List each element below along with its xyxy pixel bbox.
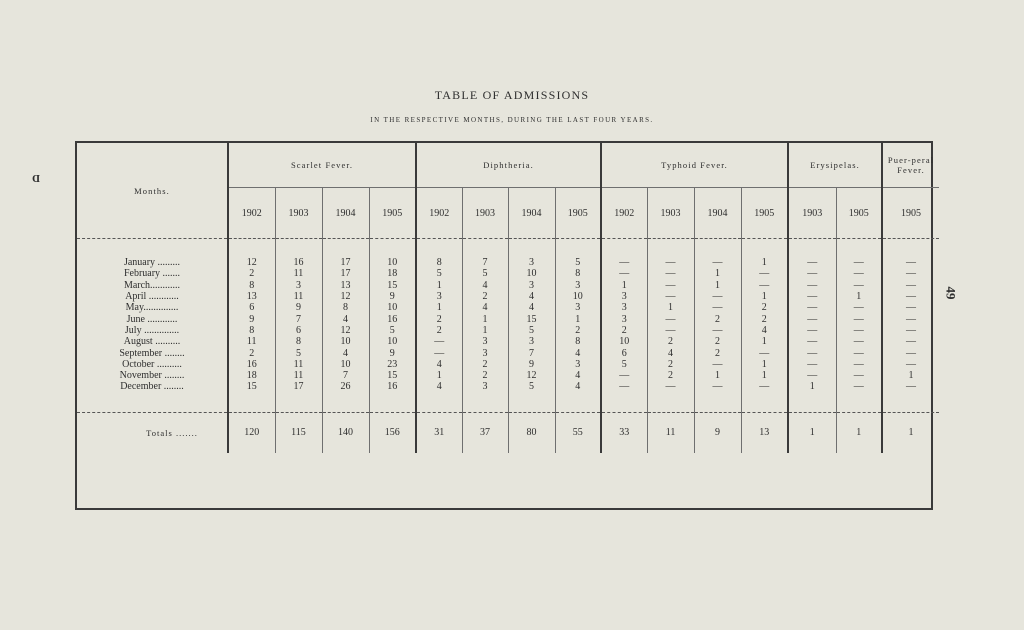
table-cell: — [694,302,741,313]
table-cell: 2 [694,313,741,324]
table-cell: 3 [555,280,601,291]
table-cell: 7 [508,347,555,358]
table-cell: 4 [322,313,369,324]
table-cell: 2 [647,370,694,381]
table-cell: — [882,359,939,370]
table-cell: — [882,280,939,291]
table-cell: — [647,381,694,392]
table-cell: 6 [275,325,322,336]
year-header: 1905 [882,188,939,239]
margin-signature-mark: D [32,172,40,184]
table-cell: — [416,347,462,358]
table-cell: 2 [228,347,275,358]
table-cell: — [694,291,741,302]
table-cell: 1 [694,370,741,381]
table-cell: — [788,370,836,381]
table-cell: 16 [228,359,275,370]
table-cell: 2 [416,313,462,324]
table-cell: 1 [882,370,939,381]
table-cell: — [647,280,694,291]
table-cell: 1 [741,336,788,347]
totals-label: Totals ....... [146,427,198,438]
month-label: September ........ [119,347,185,359]
table-cell: — [836,359,882,370]
table-cell: 5 [508,381,555,392]
year-header: 1903 [462,188,508,239]
table-cell: 1 [694,280,741,291]
table-cell: 3 [601,313,647,324]
table-cell: 18 [228,370,275,381]
totals-cell: 31 [416,412,462,453]
table-cell: 5 [462,268,508,279]
table-row [77,302,939,313]
totals-cell: 140 [322,412,369,453]
year-header: 1905 [555,188,601,239]
table-cell: 7 [275,313,322,324]
table-cell: 1 [788,381,836,392]
year-header: 1903 [788,188,836,239]
table-cell: — [788,325,836,336]
table-row [77,313,939,324]
table-cell: 15 [369,370,416,381]
table-cell: — [741,280,788,291]
table-cell: — [741,347,788,358]
table-cell: 16 [369,313,416,324]
table-cell: 17 [275,381,322,392]
table-cell: 15 [228,381,275,392]
table-cell: 10 [369,302,416,313]
totals-cell: 80 [508,412,555,453]
table-row [77,347,939,358]
table-cell: 8 [416,257,462,268]
table-cell: — [647,257,694,268]
months-header: Months. [134,185,170,196]
table-cell: 4 [647,347,694,358]
table-cell: 13 [322,280,369,291]
table-cell: 4 [322,347,369,358]
totals-cell: 120 [228,412,275,453]
table-row [77,381,939,392]
table-cell: 10 [508,268,555,279]
table-cell: 4 [462,302,508,313]
admissions-table [77,143,939,453]
table-cell: 12 [228,257,275,268]
table-cell: 4 [555,381,601,392]
table-cell: 18 [369,268,416,279]
table-cell: — [836,336,882,347]
table-cell: 26 [322,381,369,392]
table-cell: — [741,381,788,392]
table-cell: — [882,302,939,313]
table-cell: 3 [416,291,462,302]
table-cell: 2 [647,336,694,347]
table-cell: 13 [228,291,275,302]
table-cell: 1 [462,325,508,336]
table-cell: 17 [322,268,369,279]
table-cell: 16 [275,257,322,268]
year-header: 1902 [416,188,462,239]
table-cell: 5 [369,325,416,336]
table-cell: 6 [228,302,275,313]
table-cell: — [836,325,882,336]
table-cell: 12 [322,291,369,302]
table-cell: 10 [369,257,416,268]
table-row [77,257,939,268]
table-cell: 4 [508,302,555,313]
table-row [77,291,939,302]
table-cell: — [788,268,836,279]
group-header-scarlet-fever: Scarlet Fever. [228,143,416,188]
table-cell: 2 [462,291,508,302]
table-cell: 10 [322,359,369,370]
table-cell: 1 [462,313,508,324]
table-cell: 9 [508,359,555,370]
table-cell: 1 [555,313,601,324]
table-row [77,336,939,347]
month-label: July .............. [124,324,180,336]
table-cell: — [882,325,939,336]
totals-cell: 1 [882,412,939,453]
table-cell: 1 [601,280,647,291]
table-cell: — [882,381,939,392]
table-cell: 2 [462,359,508,370]
totals-cell: 33 [601,412,647,453]
table-cell: — [836,370,882,381]
table-cell: — [741,268,788,279]
year-header: 1904 [694,188,741,239]
table-cell: 3 [555,302,601,313]
table-cell: 23 [369,359,416,370]
year-header: 1902 [228,188,275,239]
table-cell: 11 [275,291,322,302]
table-cell: 2 [694,336,741,347]
totals-cell: 1 [788,412,836,453]
table-cell: 2 [416,325,462,336]
totals-cell: 1 [836,412,882,453]
table-cell: — [882,347,939,358]
table-cell: 5 [601,359,647,370]
table-cell: 16 [369,381,416,392]
table-cell: 1 [741,257,788,268]
totals-row [77,412,939,453]
month-label: March............ [123,279,181,291]
table-row [77,325,939,336]
table-cell: — [882,291,939,302]
table-cell: 4 [555,370,601,381]
table-cell: 4 [462,280,508,291]
table-cell: — [788,313,836,324]
table-cell: 9 [369,291,416,302]
month-label: April ............ [125,291,179,303]
month-label: November ........ [119,370,185,382]
table-cell: 10 [322,336,369,347]
table-cell: 3 [508,336,555,347]
group-header-erysipelas: Erysipelas. [788,143,882,188]
month-label: August .......... [123,336,181,348]
totals-cell: 13 [741,412,788,453]
year-header: 1905 [741,188,788,239]
table-cell: 8 [555,268,601,279]
table-subtitle: IN THE RESPECTIVE MONTHS, DURING THE LAST FOUR YEARS. [370,116,654,124]
table-cell: 12 [322,325,369,336]
table-cell: 2 [228,268,275,279]
group-header-puerperal-fever: Puer-peral Fever. [882,143,939,188]
table-cell: 3 [462,347,508,358]
year-header: 1902 [601,188,647,239]
table-cell: 2 [694,347,741,358]
table-cell: 7 [462,257,508,268]
table-cell: 4 [416,359,462,370]
totals-cell: 156 [369,412,416,453]
table-cell: 9 [369,347,416,358]
table-cell: — [416,336,462,347]
year-header: 1904 [508,188,555,239]
table-cell: 1 [416,302,462,313]
table-cell: 8 [275,336,322,347]
table-cell: 3 [462,381,508,392]
table-cell: 11 [228,336,275,347]
table-cell: — [647,268,694,279]
table-cell: 3 [275,280,322,291]
table-cell: 2 [462,370,508,381]
table-cell: — [601,381,647,392]
table-cell: — [836,313,882,324]
table-cell: — [836,381,882,392]
table-cell: 8 [322,302,369,313]
page-number: 49 [943,286,959,300]
table-cell: — [836,257,882,268]
table-cell: 2 [741,313,788,324]
table-cell: — [694,257,741,268]
table-cell: — [788,336,836,347]
totals-cell: 55 [555,412,601,453]
table-cell: 2 [647,359,694,370]
table-cell: 10 [369,336,416,347]
year-header: 1903 [275,188,322,239]
header-row-groups [77,143,939,188]
table-cell: 8 [555,336,601,347]
table-cell: — [836,280,882,291]
table-row [77,359,939,370]
table-cell: — [647,325,694,336]
table-cell: 3 [601,302,647,313]
table-cell: 1 [694,268,741,279]
table-cell: 1 [416,280,462,291]
table-cell: 1 [836,291,882,302]
table-cell: 17 [322,257,369,268]
month-label: June ............ [126,313,178,325]
table-cell: 1 [741,359,788,370]
table-cell: — [788,359,836,370]
table-cell: — [601,257,647,268]
table-cell: — [788,302,836,313]
table-cell: 10 [601,336,647,347]
table-cell: 1 [647,302,694,313]
table-cell: 2 [555,325,601,336]
table-cell: — [882,257,939,268]
table-cell: 4 [555,347,601,358]
table-cell: — [788,347,836,358]
month-label: February ....... [123,268,181,280]
table-cell: 8 [228,280,275,291]
table-cell: 5 [508,325,555,336]
table-cell: — [836,347,882,358]
table-cell: 11 [275,268,322,279]
totals-cell: 11 [647,412,694,453]
table-row [77,268,939,279]
table-cell: — [601,370,647,381]
table-cell: — [788,291,836,302]
table-row [77,280,939,291]
month-label: October .......... [122,358,182,370]
table-cell: 9 [275,302,322,313]
table-cell: 9 [228,313,275,324]
month-label: December ........ [120,381,184,393]
month-label: January ......... [123,257,181,269]
table-cell: 15 [508,313,555,324]
table-cell: 2 [601,325,647,336]
totals-cell: 115 [275,412,322,453]
year-header: 1905 [369,188,416,239]
month-label: May.............. [125,302,179,314]
table-cell: 3 [462,336,508,347]
table-cell: — [694,381,741,392]
table-title: TABLE OF ADMISSIONS [434,88,590,102]
table-cell: — [788,257,836,268]
table-cell: 3 [508,280,555,291]
totals-cell: 9 [694,412,741,453]
table-cell: — [647,313,694,324]
table-cell: 1 [416,370,462,381]
table-cell: 12 [508,370,555,381]
table-cell: 1 [741,291,788,302]
table-cell: 8 [228,325,275,336]
year-header: 1904 [322,188,369,239]
table-cell: 5 [275,347,322,358]
table-cell: 3 [508,257,555,268]
table-cell: 5 [416,268,462,279]
table-cell: 4 [741,325,788,336]
table-cell: — [882,313,939,324]
table-cell: — [694,359,741,370]
table-cell: 11 [275,359,322,370]
group-header-diphtheria: Diphtheria. [416,143,601,188]
table-cell: 3 [601,291,647,302]
table-cell: 3 [555,359,601,370]
table-cell: 5 [555,257,601,268]
table-cell: 15 [369,280,416,291]
table-cell: — [882,336,939,347]
table-cell: 7 [322,370,369,381]
table-row [77,370,939,381]
table-cell: 1 [741,370,788,381]
table-cell: — [836,268,882,279]
table-cell: — [788,280,836,291]
table-cell: — [694,325,741,336]
table-cell: 4 [416,381,462,392]
table-cell: 10 [555,291,601,302]
table-cell: — [647,291,694,302]
table-cell: 2 [741,302,788,313]
table-cell: — [836,302,882,313]
table-cell: 11 [275,370,322,381]
table-cell: 4 [508,291,555,302]
totals-cell: 37 [462,412,508,453]
table-cell: — [882,268,939,279]
table-cell: — [601,268,647,279]
year-header: 1905 [836,188,882,239]
group-header-typhoid-fever: Typhoid Fever. [601,143,788,188]
year-header: 1903 [647,188,694,239]
table-cell: 6 [601,347,647,358]
